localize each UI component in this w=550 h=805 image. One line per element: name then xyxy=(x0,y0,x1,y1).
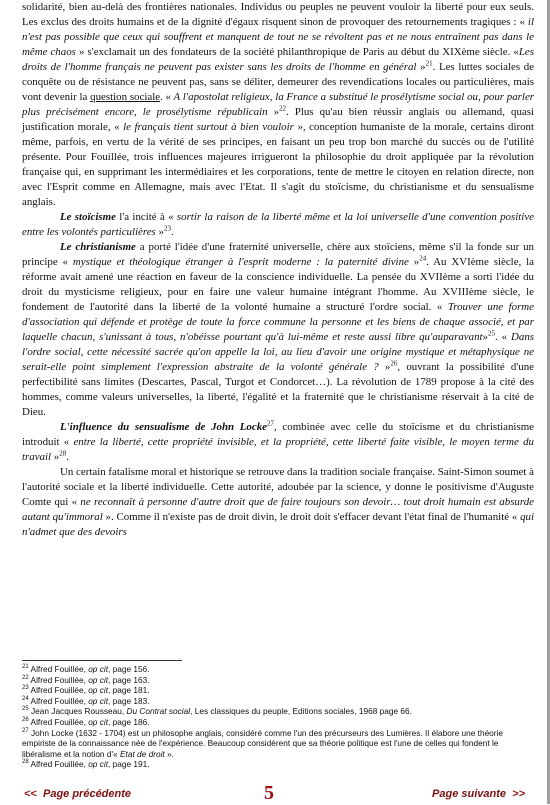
text-run: a porté l'idée d'une fraternité universelle, chère aux stoïciens, même s'il la fonde sur un principe « xyxy=(22,241,534,268)
footnote-ref[interactable]: 22 xyxy=(279,104,287,113)
text-run: l'a incité à « xyxy=(115,211,174,223)
footnote-text: John Locke (1632 - 1704) est un philosophe anglais, considéré comme l'un des précurseurs des Lumières. Il élabore une théorie empiriste de la connaissance née de l'expérience. Beaucoup considèrent que sa théorie politique est l'une de celles qui fondent le libéralisme et la notion d'« xyxy=(22,727,504,759)
footnote-text: Alfred Fouillée, xyxy=(28,685,89,696)
quote: mystique et théologique étranger à l'esprit moderne : la paternité divine xyxy=(68,256,414,268)
footnote-text: , page 186. xyxy=(108,716,150,727)
text-run: » xyxy=(273,106,280,118)
paragraph-4 xyxy=(22,420,534,465)
text-run: , ouvrant la possibilité d'une perfectibilité sans limites (Descartes, Pascal, Turgot et Condorcet…). La révolution de 1789 propose à la cité des hommes, comme valeurs universelles, la liberté, l'égalité et la fraternité que le christianisme réservait à la cité de Dieu. xyxy=(22,361,534,418)
page-navigation xyxy=(0,782,547,804)
footnote-italic: op cit xyxy=(88,695,109,706)
text-run: » s'exclamait un des fondateurs de la société philanthropique de Paris au début du XIXème siècle. « xyxy=(78,46,519,58)
footnote-text: ». xyxy=(164,748,174,759)
text-run: , combinée avec celle du stoïcisme et du christianisme introduit « xyxy=(22,421,535,448)
footnote-number: 27 xyxy=(22,727,29,734)
text-run: » xyxy=(482,331,488,343)
next-page-label: Page suivante xyxy=(432,788,507,800)
text-run: » xyxy=(158,226,164,238)
footnote-number: 21 xyxy=(22,664,29,671)
text-run: . xyxy=(170,226,174,238)
paragraph-1 xyxy=(22,0,534,210)
footnote-22 xyxy=(22,675,534,686)
footnote-number: 23 xyxy=(22,685,29,692)
footnote-27 xyxy=(22,728,534,760)
footnote-ref[interactable]: 24 xyxy=(419,254,427,263)
footnote-text: , page 191. xyxy=(108,759,150,770)
text-run: » xyxy=(53,451,60,463)
text-run: » xyxy=(384,361,391,373)
footnote-text: , page 163. xyxy=(108,674,150,685)
next-page-link[interactable] xyxy=(432,788,525,800)
quote: A l'apostolat religieux, la France a substitué le prosélytisme social ou, pour parler plus précisément encore, le prosélytisme républicain xyxy=(22,91,535,118)
footnote-italic: op cit xyxy=(88,664,109,674)
text-run: . « xyxy=(495,331,508,343)
footnote-ref[interactable]: 21 xyxy=(425,59,433,68)
quote: le français tient surtout à bien vouloir xyxy=(119,121,298,133)
text-run: Un certain fatalisme moral et historique se retrouve dans la tradition sociale française. Saint-Simon soumet à l'autorité sociale et la liberté individuelle. Cette autorité, adoubée par la science, y donne le positivisme d'Auguste Comte qui « xyxy=(22,466,534,508)
footnote-ref[interactable]: 26 xyxy=(390,359,398,368)
underlined-term: question sociale xyxy=(90,91,161,103)
footnote-text: Alfred Fouillée, xyxy=(28,759,89,770)
footnote-26 xyxy=(22,717,534,728)
footnote-italic: op cit xyxy=(88,716,109,727)
footnote-ref[interactable]: 23 xyxy=(163,224,171,233)
footnote-21 xyxy=(22,664,534,675)
footnote-text: , page 183. xyxy=(108,695,150,706)
quote: qui n'admet que des devoirs xyxy=(22,511,534,538)
footnote-ref[interactable]: 27 xyxy=(267,419,274,428)
text-run: », conception humaniste de la morale, certains diront même, parfois, en vertu de la vérité de ses principes, en faisant un peu trop bon marché du succès ou de l'utilité présente. Pour Fouillée, trois influences majeures irrigueront la philosophie du droit appliquée par la révolution française qui, en supprimant les intermédiaires et les corporations, tente de mettre le citoyen en relation directe, non avec l'Esprit comme en Allemagne, mais avec l'Etat. Il s'agit du stoïcisme, du christianisme et du sensualisme anglais. xyxy=(22,121,535,208)
footnote-number: 25 xyxy=(22,706,29,713)
footnote-25 xyxy=(22,706,534,717)
paragraph-5 xyxy=(22,465,534,540)
footnote-italic: op cit xyxy=(88,685,109,696)
text-run: » xyxy=(420,61,426,73)
footnote-italic: Du Contrat social xyxy=(126,706,191,717)
footnote-number: 24 xyxy=(22,696,29,703)
quote: ne reconnaît à personne d'autre droit que de faire toujours son devoir… tout droit humain est absurde autant qu'immoral xyxy=(22,496,534,523)
footnote-text: Jean Jacques Rousseau, xyxy=(28,706,127,717)
footnote-text: Alfred Fouillée, xyxy=(28,664,89,674)
footnote-text: , page 156. xyxy=(108,664,150,674)
quote: sortir la raison de la liberté même et la loi universelle d'une convention positive entre les volontés particulières xyxy=(22,211,534,238)
quote: Dans l'ordre social, cette nécessité sacrée qu'on appelle la loi, au lieu d'avoir une origine mystique et métaphysique ne serait-elle point simplement l'expression abstraite de la volonté générale ? xyxy=(22,331,535,373)
paragraph-3 xyxy=(22,240,534,420)
quote: Trouver une forme d'association qui défende et protège de toute la force commune la personne et les biens de chaque associé, et par laquelle chacun, s'unissant à tous, n'obéisse pourtant qu'à lui-même et reste aussi libre qu'auparavant xyxy=(22,301,535,343)
footnote-number: 26 xyxy=(22,717,29,724)
footnotes xyxy=(22,664,534,770)
footnote-italic: op cit xyxy=(88,759,109,770)
footnote-28 xyxy=(22,759,534,770)
footnote-divider xyxy=(22,660,182,661)
heading-term: L'influence du sensualisme de John Locke xyxy=(60,421,267,433)
double-right-arrow-icon: >> xyxy=(512,788,525,800)
footnote-24 xyxy=(22,696,534,707)
paragraph-2 xyxy=(22,210,534,240)
footnote-text: Alfred Fouillée, xyxy=(28,716,89,727)
quote: entre la liberté, cette propriété invisible, et la propriété, cette liberté faite visible, le moyen terme du travail xyxy=(22,436,534,463)
footnote-ref[interactable]: 25 xyxy=(488,329,495,338)
text-run: » xyxy=(413,256,420,268)
text-run: . Au XVIème siècle, la réforme avait amené une réaction en faveur de la conscience individuelle. La pensée du XVIIème a sorti l'idée du droit du mysticisme religieux, pour en faire une valeur humaine intégrant l'homme. Au XVIIIème siècle, le fondement de l'autorité dans la liberté de la volonté humaine a structuré l'ordre social. « xyxy=(22,256,534,313)
quote: il n'est pas possible que ceux qui souffrent et manquent de tout ne se révoltent pas et ne nous entraînent pas dans le même chaos xyxy=(22,16,534,58)
footnote-number: 28 xyxy=(22,759,29,766)
footnote-italic: Etat de droit xyxy=(119,748,165,759)
footnote-ref[interactable]: 28 xyxy=(59,449,67,458)
document-body xyxy=(22,0,534,540)
text-run: . Plus qu'au bien réussir anglais ou allemand, quasi justification morale, « xyxy=(22,106,534,133)
footnote-text: Alfred Fouillée, xyxy=(28,695,89,706)
previous-page-label: Page précédente xyxy=(42,788,132,800)
text-run: . Les luttes sociales de conquête ou de résistance ne peuvent pas, sans se déliter, demeurer des revendications locales ou particulières, mais vont devenir la xyxy=(22,61,534,103)
double-left-arrow-icon: << xyxy=(24,788,37,800)
heading-term: Le christianisme xyxy=(60,241,136,253)
footnote-text: , page 181. xyxy=(108,685,150,696)
text-run: ». Comme il n'existe pas de droit divin, le droit doit s'effacer devant l'état final de l'humanité « xyxy=(105,511,518,523)
text-run: . « xyxy=(160,91,171,103)
heading-term: Le stoïcisme xyxy=(60,211,116,223)
quote: Les droits de l'homme français ne peuvent pas exister sans les droits de l'homme en général xyxy=(22,46,534,73)
footnote-italic: op cit xyxy=(88,674,109,685)
text-run: solidarité, bien au-delà des frontières nationales. Individus ou peuples ne peuvent vouloir la liberté pour eux seuls. Les exclus des droits humains et de la dignité d'égaux risquent sinon de provoquer des retournements tragiques : « xyxy=(22,1,534,28)
footnote-number: 22 xyxy=(22,674,29,681)
text-run: . xyxy=(66,451,69,463)
footnote-23 xyxy=(22,685,534,696)
footnote-text: Alfred Fouillée, xyxy=(28,674,89,685)
footnote-text: , Les classiques du peuple, Editions sociales, 1968 page 66. xyxy=(190,706,412,717)
page-number: 5 xyxy=(264,782,274,804)
previous-page-link[interactable] xyxy=(24,788,131,800)
